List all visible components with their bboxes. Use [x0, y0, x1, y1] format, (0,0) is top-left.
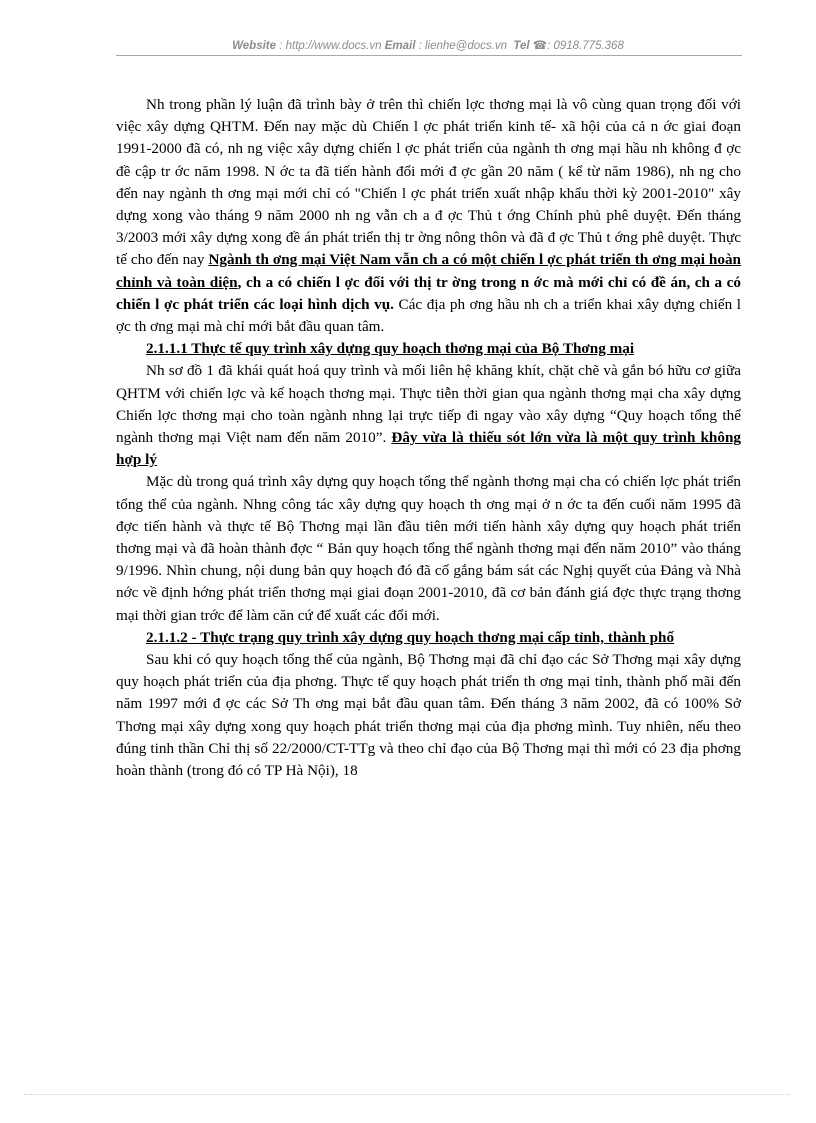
document-body — [116, 94, 741, 782]
website-link[interactable]: http://www.docs.vn — [285, 40, 382, 52]
paragraph-2-text: Nh sơ đồ 1 đã khái quát hoá quy trình và mối liên hệ khăng khít, chặt chẽ và gắn bó hữu cơ giữa QHTM với chiến lợc và kế hoạch thơng mại. Thực tiễn thời gian qua ngành thơng mại cha xây dựng Chiến lợc thơng mại cho toàn ngành nhng lại trực tiếp đi ngay vào xây dựng “Quy hoạch tổng thể ngành thơng mại Việt nam đến năm 2010”. — [116, 362, 741, 447]
paragraph-1 — [116, 94, 741, 338]
tel-label: Tel — [513, 40, 530, 52]
page-header: Website : http://www.docs.vn Email : lienhe@docs.vn Tel ☎: 0918.775.368 — [232, 40, 624, 52]
paragraph-4: Sau khi có quy hoạch tổng thể của ngành, Bộ Thơng mại đã chỉ đạo các Sở Thơng mại xây dựng quy hoạch phát triển của địa phơng. Thực tế quy hoạch phát triển th ơng mại tỉnh, thành phố mãi đến năm 1997 mới đ ợc các Sở Th ơng mại bắt đầu quan tâm. Đến tháng 3 năm 2002, đã có 100% Sở Thơng mại xây dựng xong quy hoạch phát triển thơng mại của địa phơng mình. Tuy nhiên, nếu theo đúng tinh thần Chỉ thị số 22/2000/CT-TTg và theo chỉ đạo của Bộ Thơng mại thì mới có 23 địa phơng hoàn thành (trong đó có TP Hà Nội), 18 — [116, 651, 741, 780]
website-label: Website — [232, 40, 277, 52]
email-link[interactable]: lienhe@docs.vn — [424, 40, 507, 52]
footer-divider — [24, 1094, 790, 1095]
section-heading-2-1-1-2: 2.1.1.2 - Thực trạng quy trình xây dựng quy hoạch thơng mại cấp tỉnh, thành phố — [146, 628, 675, 646]
paragraph-3: Mặc dù trong quá trình xây dựng quy hoạch tổng thể ngành thơng mại cha có chiến lợc phát triển tổng thể của ngành. Nhng công tác xây dựng quy hoạch th ơng mại ở n ớc ta đến cuối năm 1995 đã đợc tiến hành và thực tế Bộ Thơng mại lần đầu tiên mới tiến hành xây dựng quy hoạch phát triển thơng mại và đã hoàn thành đợc “ Bản quy hoạch tổng thể ngành thơng mại đến năm 2010” vào tháng 9/1996. Nhìn chung, nội dung bản quy hoạch đó đã cố gắng bám sát các Nghị quyết của Đảng và Nhà nớc về định hớng phát triển thơng mại giai đoạn 2001-2010, đã cơ bản đánh giá đợc thực trạng thơng mại thời gian trớc để làm căn cứ để xuất các đổi mới. — [116, 473, 741, 624]
email-label: Email — [384, 40, 416, 52]
phone-icon: ☎ — [532, 40, 548, 52]
paragraph-1-emphasis-underlined: Ngành th ơng mại Việt Nam vẫn ch a có một chiến l ợc phát triển th ơng mại hoàn chỉnh và toàn diện — [116, 251, 742, 291]
paragraph-1-tail: Các địa ph ơng hầu nh ch a triển khai xây dựng chiến l ợc th ơng mại mà chỉ mới bắt đầu quan tâm. — [116, 295, 741, 336]
tel-value: : 0918.775.368 — [547, 40, 624, 52]
paragraph-1-text: Nh trong phần lý luận đã trình bày ở trên thì chiến lợc thơng mại là vô cùng quan trọng đối với việc xây dựng QHTM. Đến nay mặc dù Chiến l ợc phát triển kinh tế- xã hội của cả n ớc giai đoạn 1991-2000 đã có, nh ng việc xây dựng chiến l ợc phát triển của ngành th ơng mại hầu nh không đ ợc đề cập tr ớc năm 1998. N ớc ta đã tiến hành đổi mới đ ợc gần 20 năm ( kể từ năm 1986), nh ng cho đến nay ngành th ơng mại mới chỉ có "Chiến l ợc phát triển xuất nhập khẩu thời kỳ 2001-2010" xây dựng xong vào tháng 9 năm 2000 nh ng vẫn ch a đ ợc Thủ t ớng Chính phủ phê duyệt. Đến tháng 3/2003 mới xây dựng xong đề án phát triển thị tr ờng nông thôn và đã đ ợc Thủ t ớng phê duyệt. Thực tế cho đến nay — [116, 96, 741, 269]
paragraph-2-emphasis: Đây vừa là thiếu sót lớn vừa là một quy trình không hợp lý — [116, 429, 741, 469]
header-divider — [116, 55, 742, 56]
section-heading-2-1-1-1: 2.1.1.1 Thực tế quy trình xây dựng quy hoạch thơng mại của Bộ Thơng mại — [146, 340, 635, 358]
paragraph-2 — [116, 360, 741, 471]
paragraph-1-emphasis-bold: , ch a có chiến l ợc đối với thị tr ờng trong n ớc mà mới chỉ có đề án, ch a có chiến l ợc phát triển các loại hình dịch vụ. — [116, 273, 741, 313]
